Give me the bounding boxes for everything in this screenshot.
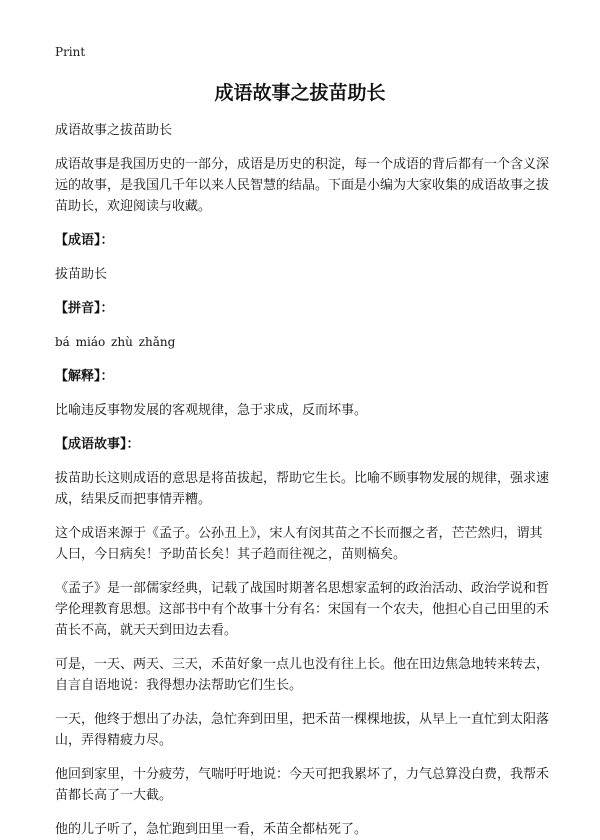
story-heading: 【成语故事】：: [55, 437, 140, 452]
idiom-heading: 【成语】：: [55, 233, 114, 248]
story-paragraph: 拔苗助长这则成语的意思是将苗拔起，帮助它生长。比喻不顾事物发展的规律，强求速成，结果反而把事情弄糟。: [55, 471, 550, 507]
pinyin-value: bá miáo zhù zhǎng: [55, 335, 176, 349]
story-paragraph: 这个成语来源于《孟子。公孙丑上》，宋人有闵其苗之不长而揠之者，芒芒然归，谓其人曰，今日病矣！予助苗长矣！其子趋而往视之，苗则槁矣。: [55, 526, 543, 562]
story-paragraph: 《孟子》是一部儒家经典，记载了战国时期著名思想家孟轲的政治活动、政治学说和哲学伦理教育思想。这部书中有个故事十分有名：宋国有一个农夫，他担心自己田里的禾苗长不高，就天天到田边去看。: [55, 581, 550, 638]
intro-paragraph: 成语故事是我国历史的一部分，成语是历史的积淀，每一个成语的背后都有一个含义深远的故事，是我国几千年以来人民智慧的结晶。下面是小编为大家收集的成语故事之拔苗助长，欢迎阅读与收藏。: [55, 157, 550, 214]
story-paragraph: 可是，一天、两天、三天，禾苗好象一点儿也没有往上长。他在田边焦急地转来转去，自言自语地说：我得想办法帮助它们生长。: [55, 657, 550, 693]
article-subtitle: 成语故事之拔苗助长: [55, 123, 173, 138]
meaning-heading: 【解释】：: [55, 369, 114, 384]
story-paragraph: 他的儿子听了，急忙跑到田里一看，禾苗全都枯死了。: [55, 822, 368, 837]
story-paragraph: 一天，他终于想出了办法，急忙奔到田里，把禾苗一棵棵地拔，从早上一直忙到太阳落山，弄得精疲力尽。: [55, 712, 550, 748]
print-link[interactable]: Print: [55, 45, 86, 59]
pinyin-heading: 【拼音】：: [55, 301, 114, 316]
page-title: 成语故事之拔苗助长: [214, 82, 386, 104]
idiom-value: 拔苗助长: [55, 267, 108, 282]
article-body: [55, 120, 555, 840]
meaning-value: 比喻违反事物发展的客观规律，急于求成，反而坏事。: [55, 403, 368, 418]
story-paragraph: 他回到家里，十分疲劳，气喘吁吁地说：今天可把我累坏了，力气总算没白费，我帮禾苗都长高了一大截。: [55, 767, 550, 803]
